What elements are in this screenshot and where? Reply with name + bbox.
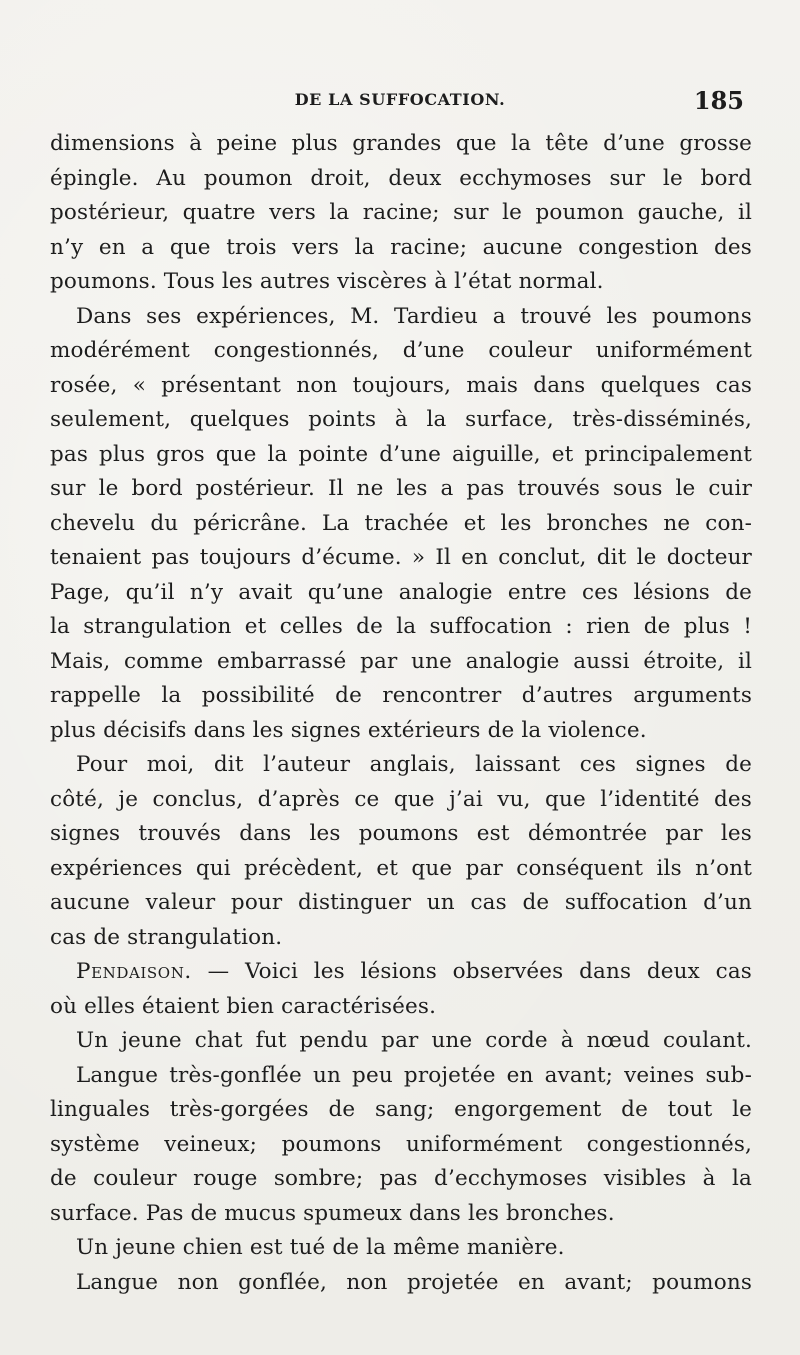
section-heading-line (50, 955, 752, 990)
text-line: pas plus gros que la pointe d’une aiguille, et principalement (50, 441, 752, 467)
text-line: Mais, comme embarrassé par une analogie aussi étroite, il (50, 648, 752, 674)
text-line: poumons. Tous les autres viscères à l’état normal. (50, 269, 604, 294)
text-line: seulement, quelques points à la surface, très-disséminés, (50, 407, 752, 432)
text-line: aucune valeur pour distinguer un cas de suffocation d’un (50, 890, 752, 915)
section-heading: Pendaison. (76, 959, 192, 984)
text-line: postérieur, quatre vers la racine; sur le poumon gauche, il (50, 200, 752, 225)
text-line: dimensions à peine plus grandes que la tête d’une grosse (50, 131, 752, 156)
text-line: linguales très-gorgées de sang; engorgement de tout le (50, 1097, 752, 1122)
text-line: système veineux; poumons uniformément congestionnés, (50, 1131, 752, 1157)
text-line: expériences qui précèdent, et que par conséquent ils n’ont (50, 855, 752, 881)
text-line: côté, je conclus, d’après ce que j’ai vu, que l’identité des (50, 786, 752, 812)
text-line: épingle. Au poumon droit, deux ecchymoses sur le bord (50, 165, 752, 191)
text-line: surface. Pas de mucus spumeux dans les bronches. (50, 1200, 615, 1226)
text-line: où elles étaient bien caractérisées. (50, 993, 437, 1019)
text-line: cas de strangulation. (50, 924, 283, 950)
paragraph-start-line: Dans ses expériences, M. Tardieu a trouvé les poumons (76, 303, 752, 329)
text-line: tenaient pas toujours d’écume. » Il en conclut, dit le docteur (50, 545, 752, 570)
paragraph-start-line: Pour moi, dit l’auteur anglais, laissant ces signes de (76, 752, 752, 777)
text-line: modérément congestionnés, d’une couleur uniformément (50, 338, 752, 363)
text-line: rappelle la possibilité de rencontrer d’autres arguments (50, 683, 752, 708)
text-line: Page, qu’il n’y avait qu’une analogie entre ces lésions de (50, 579, 752, 605)
section-text: — Voici les lésions observées dans deux cas (191, 959, 752, 984)
text-line: sur le bord postérieur. Il ne les a pas trouvés sous le cuir (50, 476, 752, 501)
paragraph-start-line: Un jeune chien est tué de la même manière. (76, 1235, 565, 1260)
text-line: plus décisifs dans les signes extérieurs de la violence. (50, 717, 647, 743)
running-head: DE LA SUFFOCATION. (294, 90, 506, 109)
page-number: 185 (693, 86, 744, 115)
text-line: la strangulation et celles de la suffocation : rien de plus ! (50, 614, 752, 639)
paragraph-start-line: Un jeune chat fut pendu par une corde à nœud coulant. (76, 1028, 752, 1053)
body-text (50, 127, 752, 1300)
paragraph-start-line: Langue très-gonflée un peu projetée en avant; veines sub- (76, 1062, 752, 1088)
paragraph-start-line: Langue non gonflée, non projetée en avant; poumons (76, 1269, 752, 1295)
text-line: chevelu du péricrâne. La trachée et les bronches ne con- (50, 510, 752, 536)
page-header (50, 86, 750, 116)
text-line: de couleur rouge sombre; pas d’ecchymoses visibles à la (50, 1166, 752, 1191)
text-line: rosée, « présentant non toujours, mais dans quelques cas (50, 372, 752, 398)
text-line: n’y en a que trois vers la racine; aucune congestion des (50, 234, 752, 260)
text-line: signes trouvés dans les poumons est démontrée par les (50, 821, 752, 846)
